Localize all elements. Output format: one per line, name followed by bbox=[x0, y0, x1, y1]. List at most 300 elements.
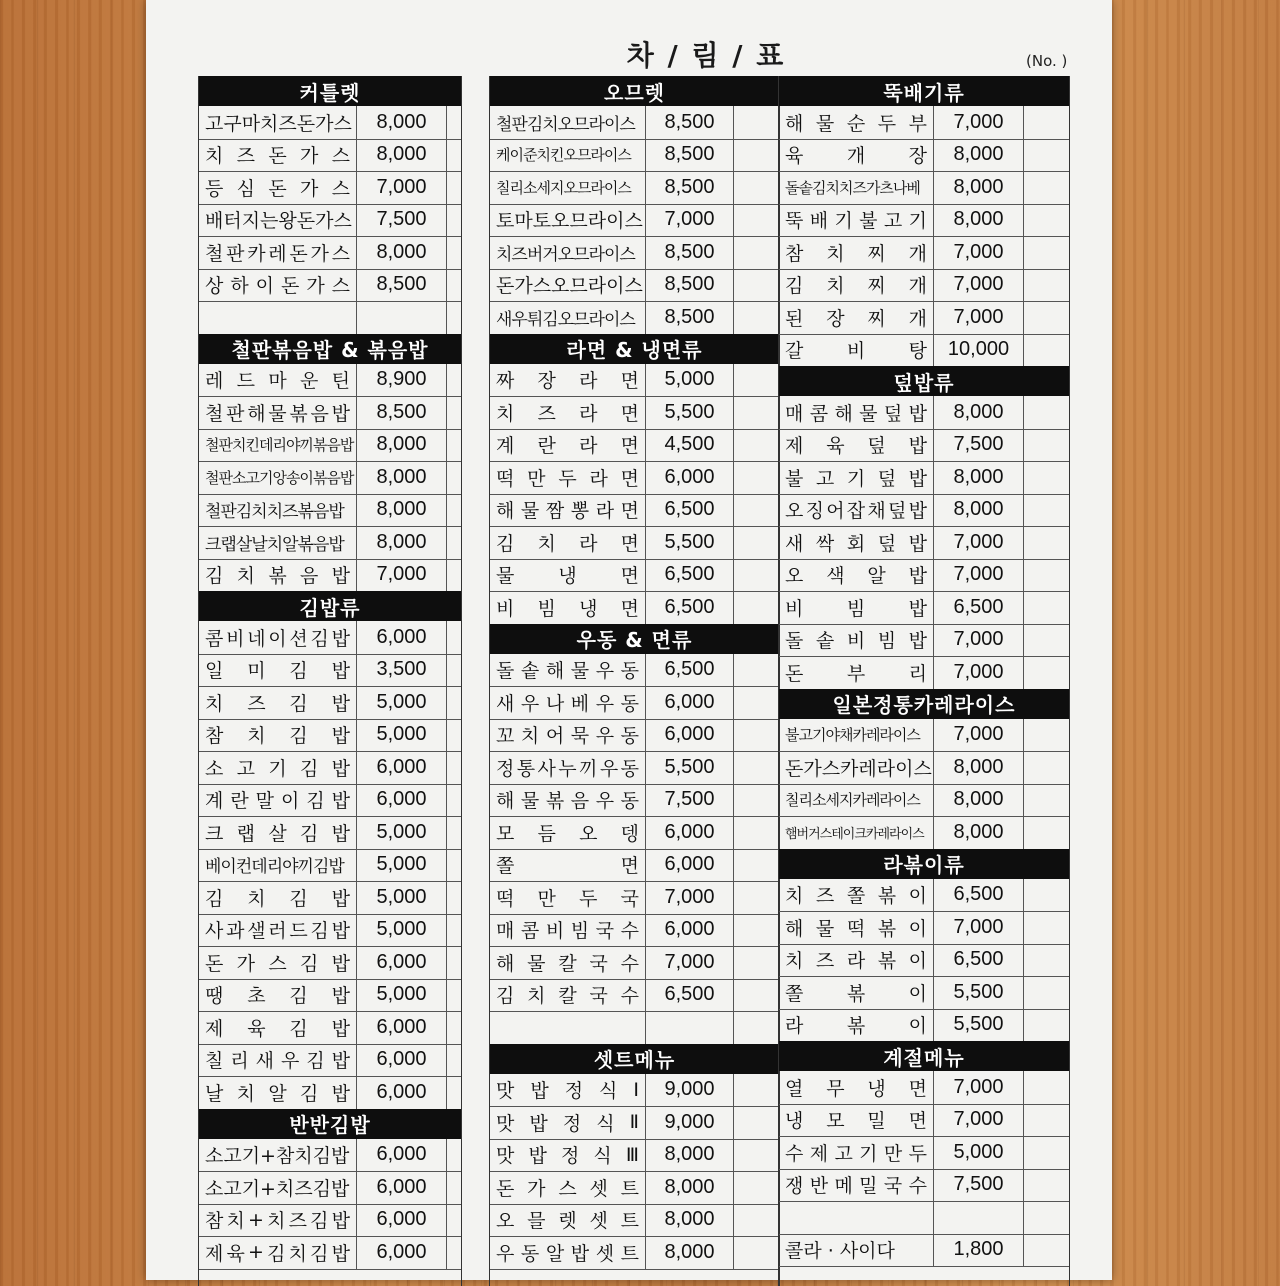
quantity-cell[interactable] bbox=[447, 914, 461, 947]
menu-item-name: 철판치킨데리야끼볶음밥 bbox=[199, 429, 357, 462]
quantity-cell[interactable] bbox=[734, 686, 779, 719]
menu-item-price: 7,500 bbox=[357, 204, 447, 237]
quantity-cell[interactable] bbox=[447, 719, 461, 752]
menu-item-name: 오 색 알 밥 bbox=[779, 559, 934, 592]
menu-row bbox=[490, 396, 779, 430]
menu-item-price: 5,000 bbox=[357, 686, 447, 719]
quantity-cell[interactable] bbox=[1024, 494, 1069, 527]
menu-item-name: 소고기+치즈김밥 bbox=[199, 1171, 357, 1204]
quantity-cell[interactable] bbox=[734, 784, 779, 817]
menu-row bbox=[490, 1171, 779, 1205]
menu-item-name: 김 치 라 면 bbox=[490, 526, 646, 559]
menu-item-name: 모 듬 오 뎅 bbox=[490, 816, 646, 849]
quantity-cell[interactable] bbox=[1024, 301, 1069, 334]
quantity-cell[interactable] bbox=[1024, 816, 1069, 849]
menu-item-name: 칠리소세지오므라이스 bbox=[490, 171, 646, 204]
menu-row bbox=[779, 559, 1069, 593]
menu-item-price: 8,000 bbox=[934, 494, 1024, 527]
menu-row bbox=[779, 751, 1069, 785]
menu-item-name: 해 물 짬 뽕 라 면 bbox=[490, 494, 646, 527]
menu-row bbox=[199, 946, 461, 980]
quantity-cell[interactable] bbox=[1024, 591, 1069, 624]
menu-item-name: 매 콤 해 물 덮 밥 bbox=[779, 396, 934, 429]
menu-item-price: 8,000 bbox=[934, 396, 1024, 429]
quantity-cell[interactable] bbox=[1024, 944, 1069, 977]
section-header: 철판볶음밥 & 볶음밥 bbox=[199, 334, 461, 364]
quantity-cell[interactable] bbox=[734, 751, 779, 784]
menu-item-name: 맛 밥 정 식 Ⅱ bbox=[490, 1106, 646, 1139]
menu-item-name: 해 물 볶 음 우 동 bbox=[490, 784, 646, 817]
quantity-cell[interactable] bbox=[447, 526, 461, 559]
menu-item-name: 김 치 찌 개 bbox=[779, 269, 934, 302]
menu-item-price: 7,000 bbox=[934, 911, 1024, 944]
quantity-cell[interactable] bbox=[447, 1011, 461, 1044]
menu-item-name: 제 육 덮 밥 bbox=[779, 429, 934, 462]
menu-item-name: 참 치 찌 개 bbox=[779, 236, 934, 269]
menu-row bbox=[779, 301, 1069, 335]
quantity-cell[interactable] bbox=[1024, 1009, 1069, 1042]
quantity-cell[interactable] bbox=[447, 979, 461, 1012]
menu-row bbox=[199, 364, 461, 398]
quantity-cell[interactable] bbox=[1024, 911, 1069, 944]
menu-item-price: 1,800 bbox=[934, 1234, 1024, 1267]
menu-row bbox=[490, 686, 779, 720]
menu-item-price: 8,000 bbox=[934, 139, 1024, 172]
menu-item-price: 5,500 bbox=[646, 396, 734, 429]
menu-item-name: 새우튀김오므라이스 bbox=[490, 301, 646, 334]
menu-item-price: 8,500 bbox=[357, 396, 447, 429]
menu-item-price: 7,000 bbox=[934, 719, 1024, 752]
menu-row bbox=[779, 591, 1069, 625]
quantity-cell[interactable] bbox=[1024, 656, 1069, 689]
menu-item-price: 6,000 bbox=[357, 751, 447, 784]
menu-item-price: 7,000 bbox=[646, 204, 734, 237]
menu-item-name: 제 육 김 밥 bbox=[199, 1011, 357, 1044]
menu-row bbox=[199, 559, 461, 593]
quantity-cell[interactable] bbox=[734, 1139, 779, 1172]
menu-row bbox=[199, 396, 461, 430]
menu-item-name: 케이준치킨오므라이스 bbox=[490, 139, 646, 172]
quantity-cell[interactable] bbox=[734, 204, 779, 237]
quantity-cell[interactable] bbox=[734, 1171, 779, 1204]
menu-row bbox=[199, 1171, 461, 1205]
menu-item-name: 라 볶 이 bbox=[779, 1009, 934, 1042]
quantity-cell[interactable] bbox=[447, 816, 461, 849]
quantity-cell[interactable] bbox=[1024, 1234, 1069, 1267]
quantity-cell[interactable] bbox=[1024, 204, 1069, 237]
menu-item-price: 5,000 bbox=[357, 881, 447, 914]
quantity-cell[interactable] bbox=[734, 301, 779, 334]
quantity-cell[interactable] bbox=[1024, 171, 1069, 204]
menu-item-price: 7,000 bbox=[646, 881, 734, 914]
menu-row bbox=[779, 139, 1069, 173]
menu-item-name bbox=[199, 301, 357, 334]
menu-row bbox=[779, 879, 1069, 913]
menu-row bbox=[199, 269, 461, 303]
menu-item-name: 돈가스오므라이스 bbox=[490, 269, 646, 302]
quantity-cell[interactable] bbox=[1024, 429, 1069, 462]
quantity-cell[interactable] bbox=[734, 849, 779, 882]
quantity-cell[interactable] bbox=[447, 559, 461, 592]
menu-item-price: 8,000 bbox=[357, 526, 447, 559]
quantity-cell[interactable] bbox=[734, 364, 779, 397]
quantity-cell[interactable] bbox=[734, 106, 779, 139]
page-title: 차 / 림 / 표 bbox=[626, 39, 786, 72]
menu-item-price: 8,000 bbox=[934, 204, 1024, 237]
menu-item-name: 김 치 칼 국 수 bbox=[490, 979, 646, 1012]
quantity-cell[interactable] bbox=[734, 1106, 779, 1139]
quantity-cell[interactable] bbox=[1024, 1169, 1069, 1202]
quantity-cell[interactable] bbox=[447, 1171, 461, 1204]
menu-row bbox=[490, 1139, 779, 1173]
quantity-cell[interactable] bbox=[734, 1074, 779, 1107]
quantity-cell[interactable] bbox=[1024, 236, 1069, 269]
menu-row bbox=[199, 784, 461, 818]
menu-item-price: 5,000 bbox=[357, 914, 447, 947]
menu-item-name: 김 치 볶 음 밥 bbox=[199, 559, 357, 592]
menu-item-name: 꼬 치 어 묵 우 동 bbox=[490, 719, 646, 752]
quantity-cell[interactable] bbox=[447, 171, 461, 204]
menu-item-price: 4,500 bbox=[646, 429, 734, 462]
section-header: 우동 & 면류 bbox=[490, 624, 779, 654]
quantity-cell[interactable] bbox=[734, 559, 779, 592]
menu-item-price: 8,000 bbox=[357, 494, 447, 527]
menu-item-price: 5,000 bbox=[646, 364, 734, 397]
quantity-cell[interactable] bbox=[734, 591, 779, 624]
quantity-cell[interactable] bbox=[1024, 1136, 1069, 1169]
menu-item-name: 참 치 + 치 즈 김 밥 bbox=[199, 1204, 357, 1237]
quantity-cell[interactable] bbox=[447, 849, 461, 882]
quantity-cell[interactable] bbox=[447, 1204, 461, 1237]
quantity-cell[interactable] bbox=[447, 139, 461, 172]
quantity-cell[interactable] bbox=[1024, 624, 1069, 657]
menu-item-price: 6,500 bbox=[646, 494, 734, 527]
menu-row bbox=[490, 979, 779, 1013]
menu-row bbox=[490, 946, 779, 980]
menu-item-price: 6,500 bbox=[934, 944, 1024, 977]
menu-row bbox=[779, 526, 1069, 560]
menu-item-name: 해 물 칼 국 수 bbox=[490, 946, 646, 979]
quantity-cell[interactable] bbox=[734, 461, 779, 494]
menu-row bbox=[199, 494, 461, 528]
section-header: 계절메뉴 bbox=[779, 1041, 1069, 1071]
quantity-cell[interactable] bbox=[734, 979, 779, 1012]
menu-item-name: 열 무 냉 면 bbox=[779, 1071, 934, 1104]
menu-item-price: 6,500 bbox=[934, 591, 1024, 624]
menu-row bbox=[199, 236, 461, 270]
menu-item-price bbox=[646, 1011, 734, 1044]
quantity-cell[interactable] bbox=[447, 621, 461, 654]
quantity-cell[interactable] bbox=[447, 1236, 461, 1269]
quantity-cell[interactable] bbox=[447, 106, 461, 139]
menu-item-price: 8,000 bbox=[934, 171, 1024, 204]
quantity-cell[interactable] bbox=[447, 301, 461, 334]
menu-item-price: 6,000 bbox=[646, 461, 734, 494]
menu-item-name: 땡 초 김 밥 bbox=[199, 979, 357, 1012]
menu-item-price: 8,500 bbox=[357, 269, 447, 302]
quantity-cell[interactable] bbox=[734, 236, 779, 269]
menu-item-name: 돌 솥 해 물 우 동 bbox=[490, 654, 646, 687]
menu-item-price: 3,500 bbox=[357, 654, 447, 687]
menu-row bbox=[199, 654, 461, 688]
menu-row bbox=[199, 1139, 461, 1173]
menu-item-price: 6,000 bbox=[357, 1076, 447, 1109]
quantity-cell[interactable] bbox=[447, 881, 461, 914]
menu-row bbox=[779, 911, 1069, 945]
quantity-cell[interactable] bbox=[1024, 559, 1069, 592]
menu-row bbox=[199, 1076, 461, 1110]
menu-item-price: 8,000 bbox=[934, 784, 1024, 817]
menu-item-price: 6,000 bbox=[646, 914, 734, 947]
quantity-cell[interactable] bbox=[734, 139, 779, 172]
menu-item-price: 6,500 bbox=[646, 591, 734, 624]
quantity-cell[interactable] bbox=[734, 526, 779, 559]
menu-item-name bbox=[779, 1201, 934, 1234]
menu-item-name: 육 개 장 bbox=[779, 139, 934, 172]
menu-item-name: 소고기+참치김밥 bbox=[199, 1139, 357, 1172]
menu-row bbox=[199, 719, 461, 753]
menu-row bbox=[779, 269, 1069, 303]
quantity-cell[interactable] bbox=[1024, 1071, 1069, 1104]
menu-item-name: 비 빔 냉 면 bbox=[490, 591, 646, 624]
menu-item-name: 철 판 해 물 볶 음 밥 bbox=[199, 396, 357, 429]
menu-item-name: 불 고 기 덮 밥 bbox=[779, 461, 934, 494]
menu-row bbox=[779, 656, 1069, 690]
menu-item-name: 쫄 볶 이 bbox=[779, 976, 934, 1009]
menu-item-price: 7,000 bbox=[934, 269, 1024, 302]
quantity-cell[interactable] bbox=[1024, 106, 1069, 139]
menu-item-name: 칠 리 새 우 김 밥 bbox=[199, 1044, 357, 1077]
quantity-cell[interactable] bbox=[1024, 1104, 1069, 1137]
quantity-cell[interactable] bbox=[734, 719, 779, 752]
quantity-cell[interactable] bbox=[447, 1044, 461, 1077]
menu-item-name: 돈 가 스 셋 트 bbox=[490, 1171, 646, 1204]
menu-item-price: 8,000 bbox=[646, 1139, 734, 1172]
quantity-cell[interactable] bbox=[734, 1011, 779, 1044]
section-header: 일본정통카레라이스 bbox=[779, 689, 1069, 719]
menu-row bbox=[779, 429, 1069, 463]
menu-item-price: 6,500 bbox=[646, 559, 734, 592]
quantity-cell[interactable] bbox=[734, 429, 779, 462]
menu-row bbox=[779, 334, 1069, 368]
menu-row bbox=[199, 914, 461, 948]
quantity-cell[interactable] bbox=[447, 751, 461, 784]
menu-item-price: 8,000 bbox=[357, 139, 447, 172]
quantity-cell[interactable] bbox=[447, 396, 461, 429]
quantity-cell[interactable] bbox=[734, 494, 779, 527]
menu-item-name: 고구마치즈돈가스 bbox=[199, 106, 357, 139]
menu-item-name: 새 우 나 베 우 동 bbox=[490, 686, 646, 719]
menu-row bbox=[490, 784, 779, 818]
menu-item-price: 8,000 bbox=[357, 429, 447, 462]
menu-item-price: 9,000 bbox=[646, 1074, 734, 1107]
menu-item-name: 돈 가 스 김 밥 bbox=[199, 946, 357, 979]
menu-item-name: 토마토오므라이스 bbox=[490, 204, 646, 237]
quantity-cell[interactable] bbox=[447, 494, 461, 527]
menu-row bbox=[199, 621, 461, 655]
menu-item-name: 치즈버거오므라이스 bbox=[490, 236, 646, 269]
menu-item-price: 8,500 bbox=[646, 236, 734, 269]
menu-row bbox=[779, 396, 1069, 430]
menu-item-price: 5,000 bbox=[357, 979, 447, 1012]
menu-item-name: 우 동 알 밥 셋 트 bbox=[490, 1236, 646, 1269]
menu-row bbox=[199, 526, 461, 560]
menu-item-price: 8,500 bbox=[646, 106, 734, 139]
quantity-cell[interactable] bbox=[734, 914, 779, 947]
menu-row bbox=[199, 1011, 461, 1045]
quantity-cell[interactable] bbox=[734, 396, 779, 429]
quantity-cell[interactable] bbox=[1024, 719, 1069, 752]
menu-item-name: 치 즈 라 면 bbox=[490, 396, 646, 429]
menu-item-name: 돈가스카레라이스 bbox=[779, 751, 934, 784]
quantity-cell[interactable] bbox=[447, 1139, 461, 1172]
menu-item-name: 치 즈 라 볶 이 bbox=[779, 944, 934, 977]
quantity-cell[interactable] bbox=[734, 1236, 779, 1269]
menu-item-name: 사 과 샐 러 드 김 밥 bbox=[199, 914, 357, 947]
quantity-cell[interactable] bbox=[734, 946, 779, 979]
menu-row bbox=[490, 816, 779, 850]
menu-row bbox=[199, 461, 461, 495]
menu-row bbox=[779, 461, 1069, 495]
menu-row bbox=[490, 301, 779, 335]
quantity-cell[interactable] bbox=[1024, 784, 1069, 817]
quantity-cell[interactable] bbox=[447, 429, 461, 462]
menu-item-price: 7,000 bbox=[934, 236, 1024, 269]
menu-item-price: 6,000 bbox=[646, 719, 734, 752]
quantity-cell[interactable] bbox=[447, 654, 461, 687]
quantity-cell[interactable] bbox=[1024, 461, 1069, 494]
menu-row bbox=[779, 1136, 1069, 1170]
menu-row bbox=[779, 624, 1069, 658]
menu-row bbox=[199, 979, 461, 1013]
quantity-cell[interactable] bbox=[1024, 976, 1069, 1009]
menu-row bbox=[779, 1234, 1069, 1268]
menu-item-name: 갈 비 탕 bbox=[779, 334, 934, 367]
menu-row bbox=[490, 1106, 779, 1140]
quantity-cell[interactable] bbox=[447, 269, 461, 302]
menu-item-price: 6,000 bbox=[357, 1204, 447, 1237]
menu-item-name: 콜라 · 사이다 bbox=[779, 1234, 934, 1267]
quantity-cell[interactable] bbox=[734, 171, 779, 204]
quantity-cell[interactable] bbox=[1024, 879, 1069, 912]
menu-item-name: 돌 솥 비 빔 밥 bbox=[779, 624, 934, 657]
quantity-cell[interactable] bbox=[734, 1204, 779, 1237]
menu-row bbox=[199, 751, 461, 785]
menu-item-name: 새 싹 회 덮 밥 bbox=[779, 526, 934, 559]
quantity-cell[interactable] bbox=[1024, 396, 1069, 429]
section-header: 오므렛 bbox=[490, 76, 779, 106]
menu-row bbox=[779, 171, 1069, 205]
quantity-cell[interactable] bbox=[447, 686, 461, 719]
menu-row bbox=[490, 204, 779, 238]
menu-item-price: 7,000 bbox=[934, 301, 1024, 334]
menu-row bbox=[490, 1074, 779, 1108]
menu-item-price: 8,500 bbox=[646, 171, 734, 204]
menu-item-price: 6,000 bbox=[357, 1171, 447, 1204]
quantity-cell[interactable] bbox=[1024, 334, 1069, 367]
section-header: 라면 & 냉면류 bbox=[490, 334, 779, 364]
menu-row bbox=[490, 1011, 779, 1045]
menu-item-price: 7,000 bbox=[934, 106, 1024, 139]
menu-item-name: 일 미 김 밥 bbox=[199, 654, 357, 687]
menu-row bbox=[199, 1204, 461, 1238]
quantity-cell[interactable] bbox=[1024, 526, 1069, 559]
quantity-cell[interactable] bbox=[734, 269, 779, 302]
menu-row bbox=[199, 171, 461, 205]
menu-item-price: 6,500 bbox=[646, 654, 734, 687]
menu-item-name: 크 랩 살 김 밥 bbox=[199, 816, 357, 849]
menu-item-price: 8,000 bbox=[646, 1236, 734, 1269]
menu-item-price: 6,000 bbox=[646, 816, 734, 849]
quantity-cell[interactable] bbox=[447, 364, 461, 397]
menu-item-price: 8,000 bbox=[934, 816, 1024, 849]
menu-item-price: 7,500 bbox=[934, 1169, 1024, 1202]
menu-item-name: 등 심 돈 가 스 bbox=[199, 171, 357, 204]
section-header: 커틀렛 bbox=[199, 76, 461, 106]
menu-item-name: 계 란 라 면 bbox=[490, 429, 646, 462]
menu-item-name: 베이컨데리야끼김밥 bbox=[199, 849, 357, 882]
menu-item-name: 맛 밥 정 식 Ⅲ bbox=[490, 1139, 646, 1172]
quantity-cell[interactable] bbox=[1024, 139, 1069, 172]
menu-row bbox=[490, 751, 779, 785]
quantity-cell[interactable] bbox=[447, 461, 461, 494]
quantity-cell[interactable] bbox=[447, 1076, 461, 1109]
menu-item-price: 6,000 bbox=[357, 1236, 447, 1269]
menu-row bbox=[490, 269, 779, 303]
menu-item-price: 8,000 bbox=[646, 1171, 734, 1204]
menu-item-price: 5,500 bbox=[646, 526, 734, 559]
quantity-cell[interactable] bbox=[1024, 269, 1069, 302]
menu-item-name: 쟁 반 메 밀 국 수 bbox=[779, 1169, 934, 1202]
menu-item-price: 8,900 bbox=[357, 364, 447, 397]
menu-row bbox=[199, 139, 461, 173]
menu-item-name: 참 치 김 밥 bbox=[199, 719, 357, 752]
menu-row bbox=[490, 881, 779, 915]
menu-row bbox=[199, 881, 461, 915]
menu-row bbox=[490, 526, 779, 560]
menu-item-price: 5,500 bbox=[934, 1009, 1024, 1042]
menu-row bbox=[779, 106, 1069, 140]
quantity-cell[interactable] bbox=[734, 816, 779, 849]
quantity-cell[interactable] bbox=[447, 204, 461, 237]
quantity-cell[interactable] bbox=[1024, 751, 1069, 784]
menu-item-name: 레 드 마 운 틴 bbox=[199, 364, 357, 397]
menu-item-name: 철판김치치즈볶음밥 bbox=[199, 494, 357, 527]
menu-row bbox=[779, 816, 1069, 850]
menu-row bbox=[779, 494, 1069, 528]
menu-row bbox=[779, 1201, 1069, 1235]
quantity-cell[interactable] bbox=[734, 654, 779, 687]
quantity-cell[interactable] bbox=[734, 881, 779, 914]
menu-row bbox=[490, 236, 779, 270]
quantity-cell[interactable] bbox=[447, 784, 461, 817]
quantity-cell[interactable] bbox=[447, 236, 461, 269]
menu-item-price: 6,000 bbox=[646, 686, 734, 719]
menu-item-price: 6,000 bbox=[357, 1011, 447, 1044]
menu-item-price: 7,000 bbox=[934, 1071, 1024, 1104]
menu-item-name: 치 즈 쫄 볶 이 bbox=[779, 879, 934, 912]
section-header: 김밥류 bbox=[199, 591, 461, 621]
menu-row bbox=[490, 849, 779, 883]
menu-item-name: 된 장 찌 개 bbox=[779, 301, 934, 334]
menu-row bbox=[490, 719, 779, 753]
menu-item-price: 10,000 bbox=[934, 334, 1024, 367]
quantity-cell[interactable] bbox=[447, 946, 461, 979]
quantity-cell[interactable] bbox=[1024, 1201, 1069, 1234]
menu-item-price: 7,000 bbox=[934, 624, 1024, 657]
menu-item-price: 5,000 bbox=[357, 816, 447, 849]
menu-item-name: 날 치 알 김 밥 bbox=[199, 1076, 357, 1109]
